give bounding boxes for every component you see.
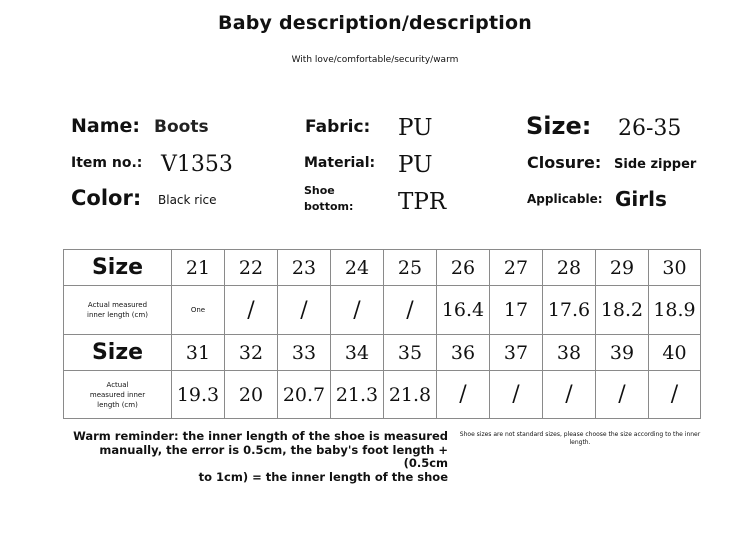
length-cell: 19.3 [172, 371, 225, 419]
size-cell: 39 [596, 335, 649, 371]
warm-reminder [62, 430, 448, 484]
length-cell: / [490, 371, 543, 419]
size-cell: 29 [596, 250, 649, 286]
item-no-label: Item no.: [71, 155, 143, 171]
length-cell: 17 [490, 286, 543, 335]
measured-length-header-line1: Actual [106, 380, 129, 389]
size-cell: 40 [649, 335, 701, 371]
length-cell: One [172, 286, 225, 335]
length-cell: / [649, 371, 701, 419]
measured-length-header-cell [64, 371, 172, 419]
material-label: Material: [304, 155, 376, 171]
size-cell: 24 [331, 250, 384, 286]
size-note: Shoe sizes are not standard sizes, please choose the size according to the inner length. [459, 431, 701, 446]
size-cell: 38 [543, 335, 596, 371]
length-cell: / [437, 371, 490, 419]
measured-length-header-cell: Actual measured inner length (cm) [64, 286, 172, 335]
size-range-label: Size: [526, 112, 592, 140]
name-value: Boots [154, 117, 209, 137]
warm-reminder-line3: to 1cm) = the inner length of the shoe [198, 469, 448, 484]
size-cell: 26 [437, 250, 490, 286]
name-label: Name: [71, 115, 141, 137]
length-cell: / [384, 286, 437, 335]
measured-length-header-line2: measured inner [89, 390, 146, 399]
size-chart-table [63, 249, 701, 419]
length-cell: / [331, 286, 384, 335]
size-cell: 21 [172, 250, 225, 286]
length-cell: / [543, 371, 596, 419]
size-cell: 36 [437, 335, 490, 371]
size-cell: 28 [543, 250, 596, 286]
size-row-2 [64, 335, 701, 371]
length-cell: 18.2 [596, 286, 649, 335]
shoe-bottom-label-line2: bottom: [304, 200, 354, 213]
closure-value: Side zipper [614, 157, 697, 172]
item-no-value: V1353 [161, 152, 233, 177]
length-cell: 21.8 [384, 371, 437, 419]
measured-length-header-line3: length (cm) [97, 400, 138, 409]
length-cell: 20.7 [278, 371, 331, 419]
length-cell: 18.9 [649, 286, 701, 335]
applicable-label: Applicable: [527, 192, 603, 206]
size-cell: 31 [172, 335, 225, 371]
size-cell: 35 [384, 335, 437, 371]
warm-reminder-line2: manually, the error is 0.5cm, the baby's foot length + (0.5cm [99, 442, 448, 470]
size-cell: 27 [490, 250, 543, 286]
length-row-1 [64, 286, 701, 335]
size-cell: 23 [278, 250, 331, 286]
size-cell: 32 [225, 335, 278, 371]
fabric-label: Fabric: [305, 117, 371, 137]
length-cell: / [596, 371, 649, 419]
size-header-cell: Size [64, 335, 172, 371]
length-cell: 17.6 [543, 286, 596, 335]
closure-label: Closure: [527, 153, 602, 172]
length-cell: 21.3 [331, 371, 384, 419]
color-label: Color: [71, 186, 142, 210]
length-cell: / [225, 286, 278, 335]
warm-reminder-line1: Warm reminder: the inner length of the shoe is measured [73, 429, 448, 443]
shoe-bottom-value: TPR [398, 189, 447, 215]
length-cell: / [278, 286, 331, 335]
page-title: Baby description/description [218, 12, 532, 34]
length-cell: 16.4 [437, 286, 490, 335]
size-cell: 25 [384, 250, 437, 286]
size-cell: 37 [490, 335, 543, 371]
applicable-value: Girls [615, 187, 667, 211]
size-cell: 33 [278, 335, 331, 371]
shoe-bottom-label-line1: Shoe [304, 184, 335, 197]
size-cell: 22 [225, 250, 278, 286]
size-header-cell: Size [64, 250, 172, 286]
length-row-2 [64, 371, 701, 419]
length-cell: 20 [225, 371, 278, 419]
color-value: Black rice [158, 193, 217, 207]
page-subtitle: With love/comfortable/security/warm [291, 55, 459, 65]
size-row-1 [64, 250, 701, 286]
fabric-value: PU [398, 115, 433, 141]
size-cell: 34 [331, 335, 384, 371]
size-range-value: 26-35 [618, 116, 682, 141]
size-cell: 30 [649, 250, 701, 286]
material-value: PU [398, 152, 433, 178]
